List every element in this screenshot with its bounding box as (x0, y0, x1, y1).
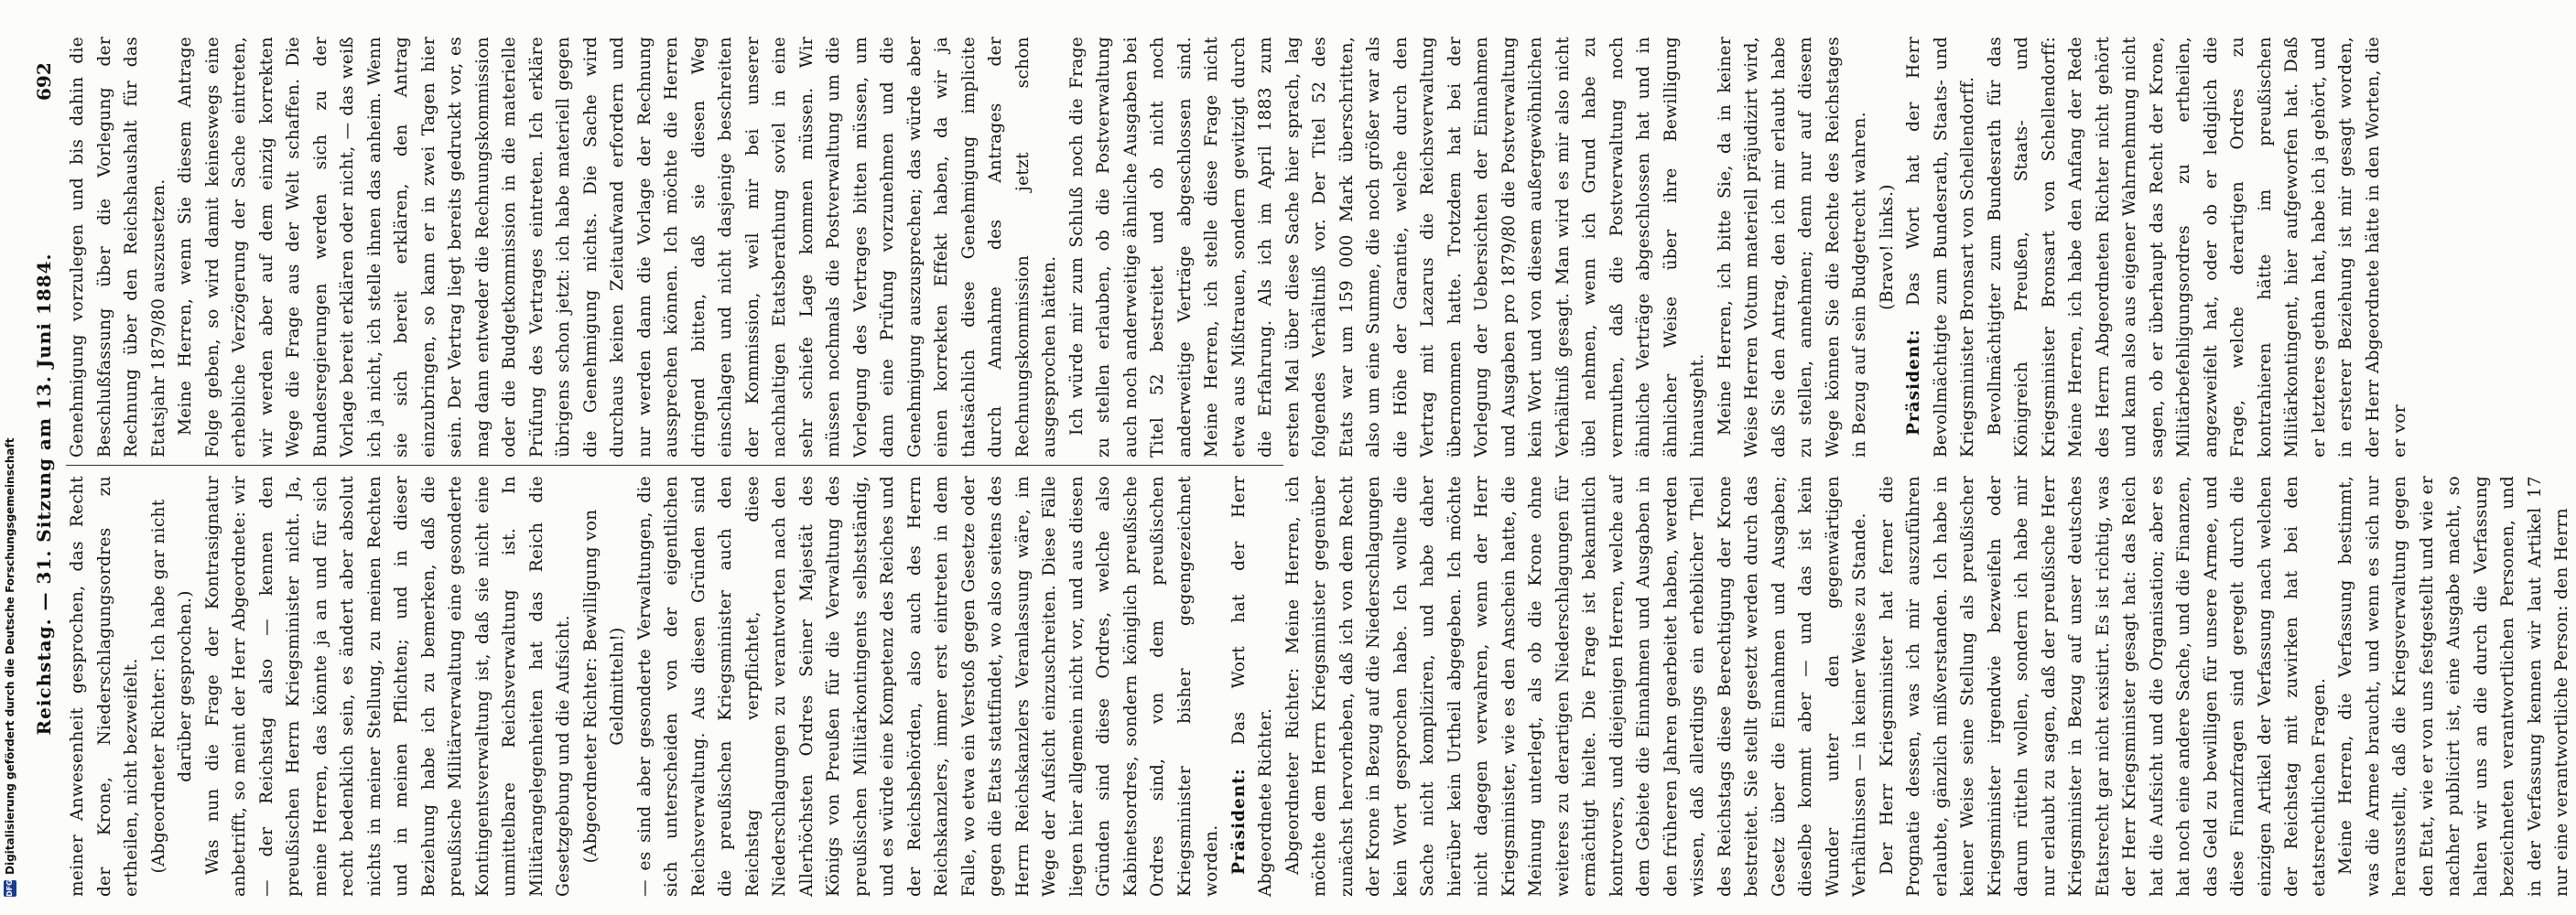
paragraph-text: Was nun die Frage der Kontrasignatur anbetrifft, so meint der Herr Abgeordnete: wir — der Reichstag also — kennen den preußischen Herrn Kriegsminister nicht. Ja, meine Herren, das könnte ja an und für sich recht bedenklich sein, es ändert aber absolut nichts in meiner Stellung, zu meinen Rechten und in meinen Pflichten; und in dieser Beziehung habe ich zu bemerken, daß die preußische Militärverwaltung eine gesonderte Kontingentsverwaltung ist, daß sie nicht eine unmittelbare Reichsverwaltung ist. In Militärangelegenheiten hat das Reich die Gesetzgebung und die Aufsicht. (202, 476, 573, 897)
interjection (578, 476, 632, 897)
paragraph (1982, 37, 2414, 458)
page-title: Reichstag. — 31. Sitzung am 13. Juni 1884. (33, 253, 55, 736)
page-header (26, 18, 62, 897)
credit-text: Digitalisierung gefördert durch die Deutsche Forschungsgemeinschaft (4, 437, 16, 875)
paragraph-text: Genehmigung vorzulegen und bis dahin die Beschlußfassung über die Vorlegung der Rechnung über den Reichshaushalt für das Etatsjahr 1879/80 auszusetzen. (68, 37, 168, 458)
paragraph-text: Das Wort hat der Herr Bevollmächtigte zum Bundesrath, Staats- und Kriegsminister Bronsart von Schellendorff. (1904, 37, 1977, 458)
page-number: 692 (33, 62, 55, 101)
paragraph (200, 476, 578, 897)
paragraph-text: (Bravo! links.) (1877, 184, 1897, 310)
paragraph (1712, 37, 1874, 458)
interjection (146, 476, 200, 897)
paragraph (1226, 476, 1280, 897)
paragraph-text: Meine Herren, die Verfassung bestimmt, was die Armee braucht, und wenn es sich nur herausstellt, daß die Kriegsverwaltung gegen den Etat, wie er von uns festgestellt und wie er nachher publicirt ist, eine Ausgabe macht, so halten wir uns an die durch die Verfassung bezeichneten verantwortlichen Personen, und in der Verfassung kennen wir laut Artikel 17 nur eine verantwortliche Person: den Herrn (2336, 476, 2571, 897)
paragraph-text: Das Wort hat der Herr Abgeordnete Richter. (1228, 476, 1275, 897)
paragraph-text: Bevollmächtigter zum Bundesrath für das Königreich Preußen, Staats- und Kriegsminister Bronsart von Schellendorff: Meine Herren, ich habe den Anfang der Rede des Herrn Abgeordneten Richter nicht gehört und kann also aus eigener Wahrnehmung nicht sagen, ob er überhaupt das Recht der Krone, Militärbefehligungsordres zu ertheilen, angezweifelt hat, oder ob er lediglich die Frage, welche derartigen Ordres zu kontrahieren hätte im preußischen Militärkontingent, hier aufgeworfen hat. Daß er letzteres gethan hat, habe ich ja gehört, und in ersterer Beziehung ist mir gesagt worden, der Herr Abgeordnete hätte in den Worten, die er vor (1985, 37, 2409, 458)
paragraph-text: Abgeordneter Richter: Meine Herren, ich möchte dem Herrn Kriegsminister gegenüber zunächst hervorheben, daß ich von dem Recht der Krone in Bezug auf die Niederschlagungen kein Wort gesprochen habe. Ich wollte die Sache nicht kompliziren, und habe daher hierüber kein Urtheil abgegeben. Ich möchte nicht dagegen verwahren, wenn der Herr Kriegsminister, wie es den Anschein hatte, die Meinung unterlegt, als ob die Krone ohne weiteres zu derartigen Niederschlagungen für ermächtigt hielte. Die Frage ist bekanntlich kontrovers, und diejenigen Herren, welche auf dem Gebiete die Einnahmen und Ausgaben in den früheren Jahren gearbeitet haben, werden wissen, daß allerdings ein erheblicher Theil des Reichstags diese Berechtigung der Krone bestreitet. Sie stellt gesetzt werden durch das Gesetz über die Einnahmen und Ausgaben; dieselbe kommt aber — und das ist kein Wunder unter den gegenwärtigen Verhältnissen — in keiner Weise zu Stande. (1283, 476, 1869, 897)
paragraph-text: Meine Herren, ich bitte Sie, da in keiner Weise Herren Votum materiell präjudizirt wird, daß Sie den Antrag, den ich mir erlaubt habe zu stellen, annehmen; denn nur auf diesem Wege können Sie die Rechte des Reichstages in Bezug auf sein Budgetrecht wahren. (1715, 37, 1869, 458)
paragraph (64, 476, 146, 897)
text-column-right (64, 476, 2571, 897)
paragraph-text: Der Herr Kriegsminister hat ferner die Prognatie dessen, was ich mir auszuführen erlaubte, gänzlich mißverstanden. Ich habe in keiner Weise seine Stellung als preußischer Kriegsminister irgendwie bezweifeln oder darum rütteln wollen, sondern ich habe mir nur erlaubt zu sagen, daß der preußische Herr Kriegsminister in Bezug auf unser deutsches Etatsrecht gar nicht existirt. Es ist richtig, was der Herr Kriegsminister gesagt hat: das Reich hat die Aufsicht und die Organisation; aber es hat noch eine andere Sache, und die Finanzen, das Geld zu bewilligen für unsere Armee, und diese Finanzfragen sind geregelt durch die einzigen Artikel der Verfassung nach welchen der Reichstag mit zuwirken hat bei den etatsrechtlichen Fragen. (1877, 476, 2329, 897)
paragraph (172, 37, 1064, 458)
column-divider (66, 465, 1283, 466)
paragraph (1900, 37, 1982, 458)
paragraph (1064, 37, 1712, 458)
paragraph-text: — es sind aber gesonderte Verwaltungen, die sich unterscheiden von der eigentlichen Reichsverwaltung. Aus diesen Gründen sind die preußischen Kriegsminister auch den Reichstag verpflichtet, diese Niederschlagungen zu verantworten nach den Allerhöchsten Ordres Seiner Majestät des Königs von Preußen für die Verwaltung des preußischen Militärkontingents selbstständig, und es würde eine Kompetenz des Reiches und der Reichsbehörden, also auch des Herrn Reichskanzlers, immer erst eintreten in dem Falle, wo etwa ein Verstoß gegen Gesetze oder gegen die Etats stattfindet, wo also seitens des Herrn Reichskanzlers Veranlassung wäre, im Wege der Aufsicht einzuschreiten. Diese Fälle liegen hier allgemein nicht vor, und aus diesen Gründen sind diese Ordres, welche also Kabinetsordres, sondern königlich preußische Ordres sind, von dem preußischen Kriegsminister bisher gegengezeichnet worden. (634, 476, 1221, 897)
interjection (1874, 37, 1901, 458)
speaker-label: Präsident: (1228, 768, 1249, 875)
paragraph-text: (Abgeordneter Richter: Ich habe gar nicht darüber gesprochen.) (148, 499, 195, 874)
paragraph (1280, 476, 1874, 897)
paragraph-text: (Abgeordneter Richter: Bewilligung von Geldmitteln!) (580, 509, 627, 864)
digitization-credit (0, 18, 20, 897)
paragraph-text: Meine Herren, wenn Sie diesem Antrage Folge geben, so wird damit keineswegs eine erhebliche Verzögerung der Sache eintreten, wir werden aber auf dem einzig korrekten Wege die Frage aus der Welt schaffen. Die Bundesregierungen werden sich zu der Vorlage bereit erklären oder nicht, — das weiß ich ja nicht, ich stelle ihnen das anheim. Wenn sie sich bereit erklären, den Antrag einzubringen, so kann er in zwei Tagen hier sein. Der Vertrag liegt bereits gedruckt vor, es mag dann entweder die Rechnungskommission oder die Budgetkommission in die materielle Prüfung des Vertrages eintreten. Ich erkläre übrigens schon jetzt: ich habe materiell gegen die Genehmigung nichts. Die Sache wird durchaus keinen Zeitaufwand erfordern und nur werden dann die Vorlage der Rechnung aussprechen können. Ich möchte die Herren dringend bitten, daß sie diesen Weg einschlagen und nicht dasjenige beschreiten der Kommission, weil mir bei unserer nachhaltigen Etatsberathung soviel in eine sehr schiefe Lage kommen müssen. Wir müssen nochmals die Postverwaltung um die Vorlegung des Vertrages bitten müssen, um dann eine Prüfung vorzunehmen und die Genehmigung auszusprechen; das würde aber einen korrekten Effekt haben, da wir ja thatsächlich diese Genehmigung implicite durch Annahme des Antrages der Rechnungskommission jetzt schon ausgesprochen hätten. (176, 37, 1059, 458)
paragraph (2332, 476, 2576, 897)
speaker-label: Präsident: (1904, 328, 1923, 436)
paragraph-text: meiner Anwesenheit gesprochen, das Recht der Krone, Niederschlagungsordres zu ertheilen, nicht bezweifelt. (68, 476, 141, 897)
paragraph (1874, 476, 2333, 897)
paragraph (64, 37, 172, 458)
paragraph-text: Ich würde mir zum Schluß noch die Frage zu stellen erlauben, ob die Postverwaltung auch noch anderweitige ähnliche Ausgaben bei Titel 52 bestreitet und ob nicht noch anderweitige Verträge abgeschlossen sind. Meine Herren, ich stelle diese Frage nicht etwa aus Mißtrauen, sondern gewitzigt durch die Erfahrung. Als ich im April 1883 zum ersten Mal über diese Sache hier sprach, lag folgendes Verhältniß vor. Der Titel 52 des Etats war um 159 000 Mark überschritten, also um eine Summe, die noch größer war als die Höhe der Garantie, welche durch den Vertrag mit Lazarus die Reichsverwaltung übernommen hatte. Trotzdem hat bei der Vorlegung der Uebersichten der Einnahmen und Ausgaben pro 1879/80 die Postverwaltung kein Wort und von diesem außergewöhnlichen Verhältniß gesagt. Man wird es mir also nicht übel nehmen, wenn ich Grund habe zu vermuthen, daß die Postverwaltung noch ähnliche Verträge abgeschlossen hat und in ähnlicher Weise über ihre Bewilligung hinausgeht. (1066, 37, 1707, 458)
dfg-logo-icon: DFG (4, 880, 16, 897)
paragraph (632, 476, 1226, 897)
text-column-left (64, 37, 2409, 458)
